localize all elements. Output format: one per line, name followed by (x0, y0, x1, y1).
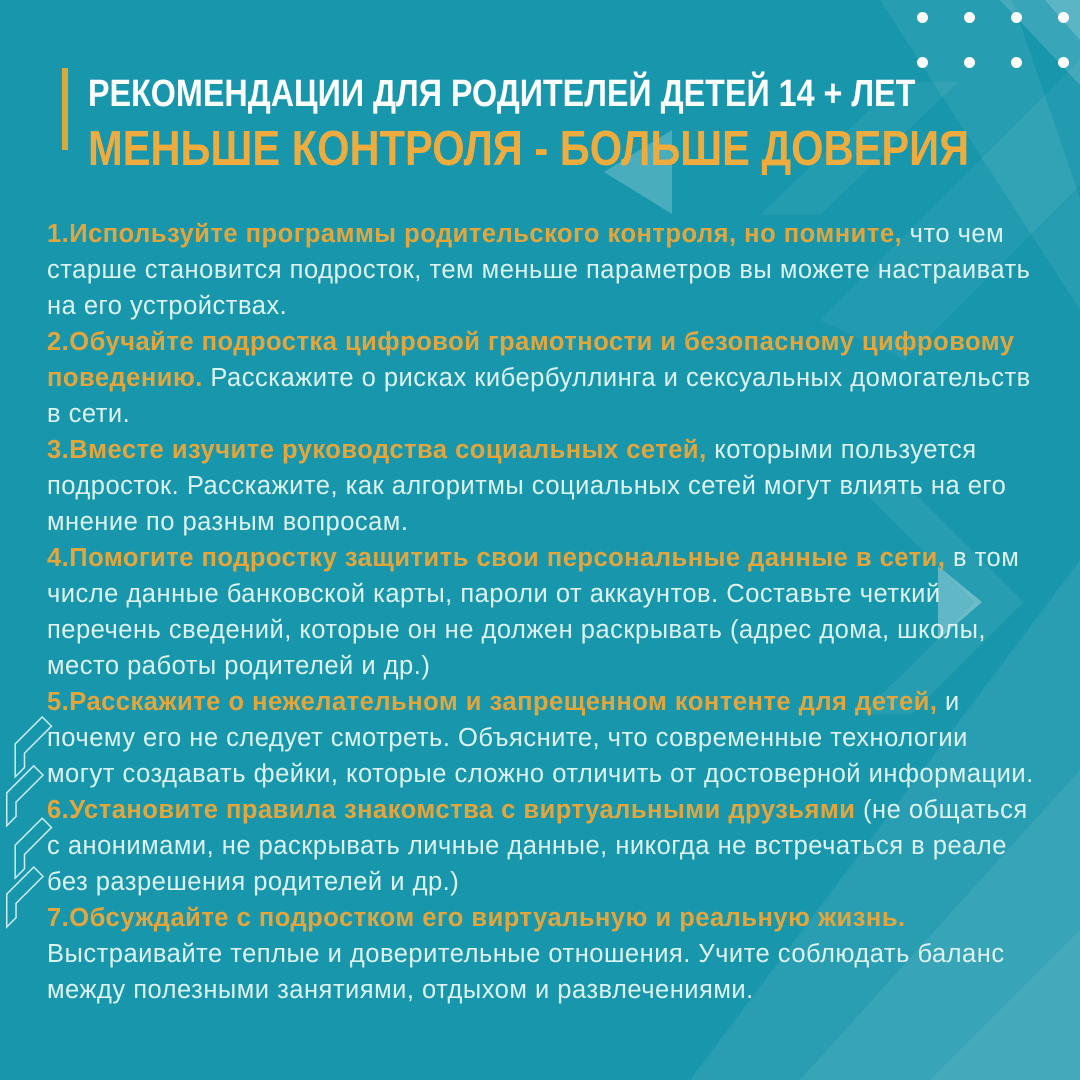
recommendation-text: Выстраивайте теплые и доверительные отношения. Учите соблюдать баланс между полезными занятиями, отдыхом и развлечениями. (47, 940, 1005, 1004)
dot (964, 12, 975, 23)
recommendation-lead: 5.Расскажите о нежелательном и запрещенном контенте для детей, (47, 688, 938, 716)
recommendation-item-2 (47, 324, 1038, 432)
recommendation-item-7 (47, 900, 1038, 1008)
recommendation-text: что чем старше становится подросток, тем меньше параметров вы можете настраивать на его устройствах. (47, 220, 1031, 320)
page-subtitle: МЕНЬШЕ КОНТРОЛЯ - БОЛЬШЕ ДОВЕРИЯ (88, 122, 970, 176)
recommendation-item-5 (47, 684, 1038, 792)
recommendation-text: Расскажите о рисках кибербуллинга и сексуальных домогательств в сети. (47, 364, 1031, 428)
recommendations-list (47, 216, 1038, 1008)
recommendation-lead: 4.Помогите подростку защитить свои персональные данные в сети, (47, 544, 946, 572)
dots-pattern (917, 12, 1069, 68)
recommendation-text: в том числе данные банковской карты, пароли от аккаунтов. Составьте четкий перечень сведений, которые он не должен раскрывать (адрес дома, школы, место работы родителей и др.) (47, 544, 1020, 680)
recommendation-lead: 7.Обсуждайте с подростком его виртуальную и реальную жизнь. (47, 904, 906, 932)
recommendation-text: которыми пользуется подросток. Расскажите, как алгоритмы социальных сетей могут влиять на его мнение по разным вопросам. (47, 436, 1007, 536)
recommendation-text: (не общаться с анонимами, не раскрывать личные данные, никогда не встречаться в реале без разрешения родителей и др.) (47, 796, 1028, 896)
dot (917, 12, 928, 23)
recommendation-item-4 (47, 540, 1038, 684)
header (62, 66, 1080, 176)
recommendation-lead: 3.Вместе изучите руководства социальных сетей, (47, 436, 707, 464)
title-accent-bar (62, 68, 68, 150)
recommendation-text: и почему его не следует смотреть. Объясните, что современные технологии могут создавать фейки, которые сложно отличить от достоверной информации. (47, 688, 1034, 788)
recommendation-lead: 1.Используйте программы родительского контроля, но помните, (47, 220, 903, 248)
recommendation-item-6 (47, 792, 1038, 900)
dot (1058, 12, 1069, 23)
title-block (88, 66, 1080, 176)
recommendation-item-1 (47, 216, 1038, 324)
recommendation-item-3 (47, 432, 1038, 540)
recommendation-lead: 6.Установите правила знакомства с виртуальными друзьями (47, 796, 856, 824)
dot (1011, 12, 1022, 23)
page-title: РЕКОМЕНДАЦИИ ДЛЯ РОДИТЕЛЕЙ ДЕТЕЙ 14 + ЛЕТ (88, 73, 916, 115)
recommendation-lead: 2.Обучайте подростка цифровой грамотности и безопасному цифровому поведению. (47, 328, 1015, 392)
left-chevrons-decoration (0, 684, 54, 954)
